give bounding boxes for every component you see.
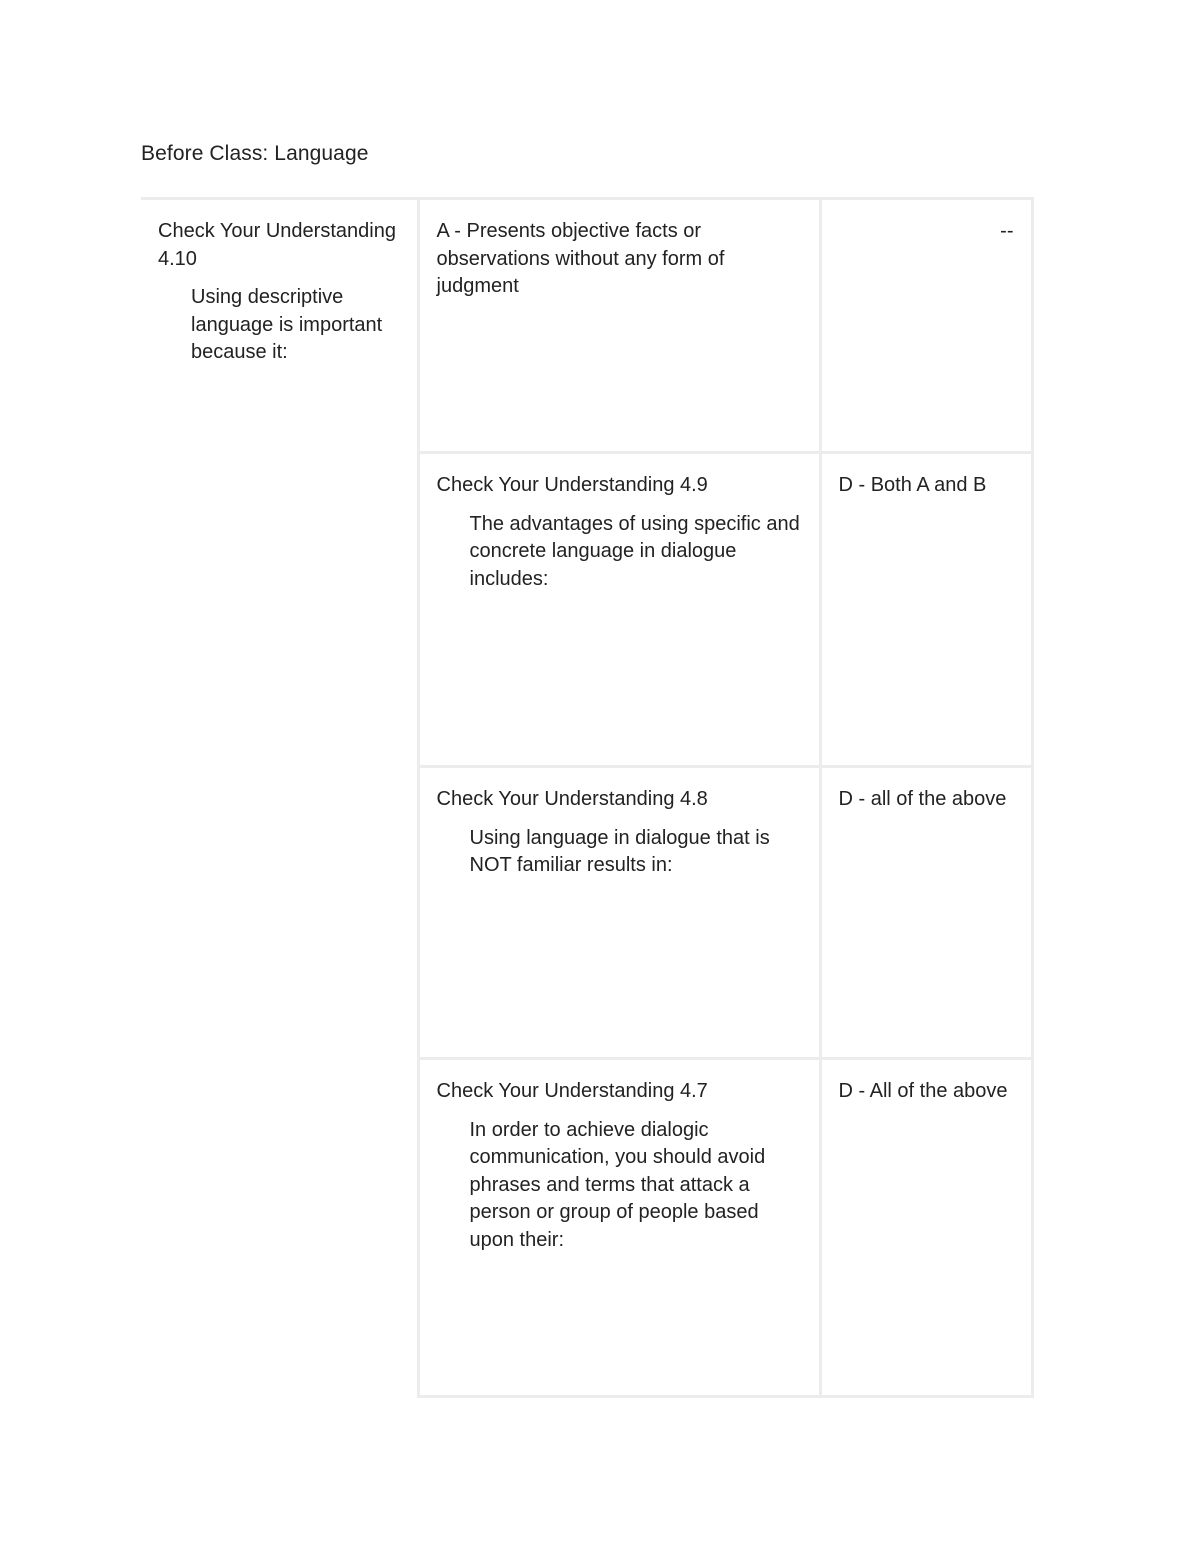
question-cell-4-8 [418,767,820,1059]
question-cell-4-7 [418,1059,820,1397]
question-text: Using descriptive language is important because it: [191,286,383,363]
answer-text: D - Both A and B [838,474,987,496]
page-title: Before Class: Language [141,142,369,165]
question-title: Check Your Understanding 4.8 [436,788,708,810]
question-table [141,197,1034,1398]
question-text: In order to achieve dialogic communication, you should avoid phrases and terms that attack a person or group of people based upon their: [469,1118,766,1251]
answer-cell-4-8 [820,767,1032,1059]
side-answer-text: -- [1000,220,1014,242]
question-title: Check Your Understanding 4.10 [158,220,396,270]
answer-cell-4-10 [418,199,820,453]
question-cell-4-10 [141,199,418,1397]
table-row [141,199,1032,453]
answer-text: D - all of the above [838,788,1007,810]
side-answer-cell [820,199,1032,453]
question-text: Using language in dialogue that is NOT familiar results in: [469,826,770,876]
answer-cell-4-7 [820,1059,1032,1397]
answer-cell-4-9 [820,453,1032,767]
question-title: Check Your Understanding 4.7 [436,1080,708,1102]
answer-text: A - Presents objective facts or observations without any form of judgment [436,220,725,297]
question-title: Check Your Understanding 4.9 [436,474,708,496]
question-text: The advantages of using specific and concrete language in dialogue includes: [469,512,800,590]
question-cell-4-9 [418,453,820,767]
answer-text: D - All of the above [838,1080,1008,1102]
